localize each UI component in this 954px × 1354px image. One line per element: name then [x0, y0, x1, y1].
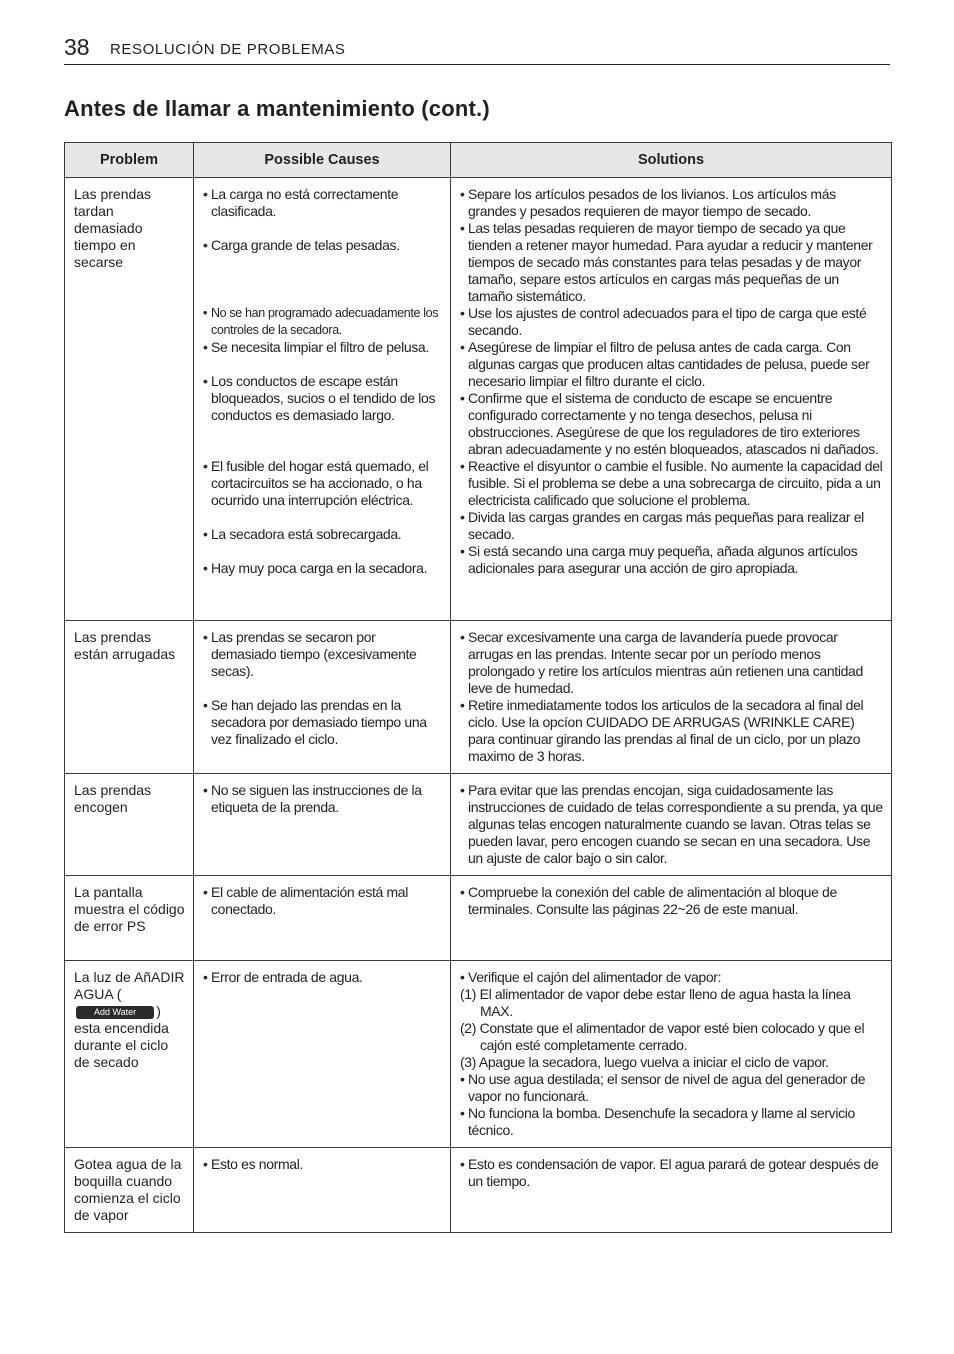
- table-row: [65, 774, 892, 876]
- list-item: • Esto es normal.: [203, 1156, 442, 1173]
- table-row: [65, 1148, 892, 1233]
- troubleshooting-table: [64, 142, 892, 1233]
- causes-list: [203, 186, 442, 577]
- list-item: • La carga no está correctamente clasificada.: [203, 186, 442, 220]
- list-item: • Hay muy poca carga en la secadora.: [203, 560, 442, 577]
- header-possible-causes: Possible Causes: [194, 143, 451, 178]
- solutions-list: [460, 629, 883, 765]
- list-item: • Los conductos de escape están bloqueados, sucios o el tendido de los conductos es demasiado largo.: [203, 373, 442, 424]
- header-solutions: Solutions: [451, 143, 892, 178]
- causes-cell: [194, 774, 451, 876]
- solutions-list: [460, 186, 883, 577]
- list-item: • No se han programado adecuadamente los controles de la secadora.: [203, 305, 442, 339]
- problem-cell: Las prendas tardan demasiado tiempo en secarse: [65, 178, 194, 621]
- solutions-cell: [451, 876, 892, 961]
- page-number: 38: [64, 34, 90, 60]
- numbered-step: (3) Apague la secadora, luego vuelva a iniciar el ciclo de vapor.: [460, 1054, 829, 1070]
- list-item: • Para evitar que las prendas encojan, siga cuidadosamente las instrucciones de cuidado de telas correspondiente a su prenda, ya que algunas telas encogen naturalmente cuando se lavan. Otras telas se pueden lavar, pero encogen cuando se secan en una secadora. Use un ajuste de calor bajo o sin calor.: [460, 782, 883, 867]
- list-item: • Si está secando una carga muy pequeña, añada algunos artículos adicionales para asegurar una acción de giro apropiada.: [460, 543, 883, 577]
- page-header: [64, 34, 890, 65]
- list-item: • Se necesita limpiar el filtro de pelusa.: [203, 339, 442, 356]
- causes-cell: [194, 961, 451, 1148]
- add-water-indicator: Add Water: [76, 1006, 154, 1019]
- list-item: • Reactive el disyuntor o cambie el fusible. No aumente la capacidad del fusible. Si el problema se debe a una sobrecarga de circuito, pida a un electricista calificado que solucione el problema.: [460, 458, 883, 509]
- list-item: • El fusible del hogar está quemado, el cortacircuitos se ha accionado, o ha ocurrido una interrupción eléctrica.: [203, 458, 442, 509]
- table-row: [65, 178, 892, 621]
- list-item: • No se siguen las instrucciones de la etiqueta de la prenda.: [203, 782, 442, 816]
- causes-list: [203, 969, 442, 986]
- causes-list: [203, 629, 442, 748]
- list-item: • La secadora está sobrecargada.: [203, 526, 442, 543]
- list-item: • Use los ajustes de control adecuados para el tipo de carga que esté secando.: [460, 305, 883, 339]
- causes-cell: [194, 876, 451, 961]
- list-item: • Las prendas se secaron por demasiado tiempo (excesivamente secas).: [203, 629, 442, 680]
- causes-cell: [194, 1148, 451, 1233]
- solutions-list: [460, 969, 883, 1139]
- list-item: • Retire inmediatamente todos los articulos de la secadora al final del ciclo. Use la opcíon CUIDADO DE ARRUGAS (WRINKLE CARE) para continuar girando las prendas al final de un ciclo, por un plazo maximo de 3 horas.: [460, 697, 883, 765]
- problem-cell: La pantalla muestra el código de error PS: [65, 876, 194, 961]
- list-item: • Esto es condensación de vapor. El agua parará de gotear después de un tiempo.: [460, 1156, 883, 1190]
- numbered-step: (1) El alimentador de vapor debe estar lleno de agua hasta la línea MAX.: [460, 986, 851, 1019]
- solutions-cell: [451, 178, 892, 621]
- problem-cell: Las prendas encogen: [65, 774, 194, 876]
- list-item: • Compruebe la conexión del cable de alimentación al bloque de terminales. Consulte las páginas 22~26 de este manual.: [460, 884, 883, 918]
- list-item: • Divida las cargas grandes en cargas más pequeñas para realizar el secado.: [460, 509, 883, 543]
- causes-list: [203, 884, 442, 918]
- list-item: • Separe los artículos pesados de los livianos. Los artículos más grandes y pesados requieren de mayor tiempo de secado.: [460, 186, 883, 220]
- solutions-list: [460, 782, 883, 867]
- solutions-cell: [451, 774, 892, 876]
- list-item: • Carga grande de telas pesadas.: [203, 237, 442, 254]
- table-header-row: [65, 143, 892, 178]
- problem-cell: [65, 961, 194, 1148]
- table-row: [65, 621, 892, 774]
- list-item: • Error de entrada de agua.: [203, 969, 442, 986]
- list-item: • Secar excesivamente una carga de lavandería puede provocar arrugas en las prendas. Intente secar por un período menos prolongado y retire los artículos mientras aún retienen una cantidad leve de humedad.: [460, 629, 883, 697]
- problem-cell: Las prendas están arrugadas: [65, 621, 194, 774]
- problem-text-before: La luz de AñADIR AGUA (: [74, 969, 185, 1002]
- numbered-step: (2) Constate que el alimentador de vapor esté bien colocado y que el cajón esté completamente cerrado.: [460, 1020, 865, 1053]
- causes-list: [203, 1156, 442, 1173]
- list-item: • Las telas pesadas requieren de mayor tiempo de secado ya que tienden a retener mayor humedad. Para ayudar a reducir y mantener tiempos de secado más constantes para telas pesadas y de mayor tamaño, separe estos artículos en cargas más pequeñas de un tamaño sistemático.: [460, 220, 883, 305]
- solutions-cell: [451, 621, 892, 774]
- causes-list: [203, 782, 442, 816]
- page-title: Antes de llamar a mantenimiento (cont.): [64, 96, 490, 121]
- solutions-list: [460, 1156, 883, 1190]
- problem-cell: Gotea agua de la boquilla cuando comienza el ciclo de vapor: [65, 1148, 194, 1233]
- list-item: • Verifique el cajón del alimentador de vapor:: [460, 969, 883, 986]
- table-row: [65, 961, 892, 1148]
- causes-cell: [194, 178, 451, 621]
- list-item: • No funciona la bomba. Desenchufe la secadora y llame al servicio técnico.: [460, 1105, 883, 1139]
- list-item: • Confirme que el sistema de conducto de escape se encuentre configurado correctamente y no tenga desechos, pelusa ni obstrucciones. Asegúrese de que los reguladores de tiro exteriores abran adecuadamente y no estén bloqueados, atascados ni dañados.: [460, 390, 883, 458]
- section-title: RESOLUCIÓN DE PROBLEMAS: [110, 41, 346, 58]
- table-row: [65, 876, 892, 961]
- list-item: • Se han dejado las prendas en la secadora por demasiado tiempo una vez finalizado el ciclo.: [203, 697, 442, 748]
- solutions-cell: [451, 1148, 892, 1233]
- causes-cell: [194, 621, 451, 774]
- solutions-cell: [451, 961, 892, 1148]
- solutions-list: [460, 884, 883, 918]
- list-item: • No use agua destilada; el sensor de nivel de agua del generador de vapor no funcionará.: [460, 1071, 883, 1105]
- list-item: • El cable de alimentación está mal conectado.: [203, 884, 442, 918]
- list-item: • Asegúrese de limpiar el filtro de pelusa antes de cada carga. Con algunas cargas que producen altas cantidades de pelusa, puede ser necesario limpiar el filtro durante el ciclo.: [460, 339, 883, 390]
- header-problem: Problem: [65, 143, 194, 178]
- problem-text-after: ) esta encendida durante el ciclo de secado: [74, 1003, 169, 1070]
